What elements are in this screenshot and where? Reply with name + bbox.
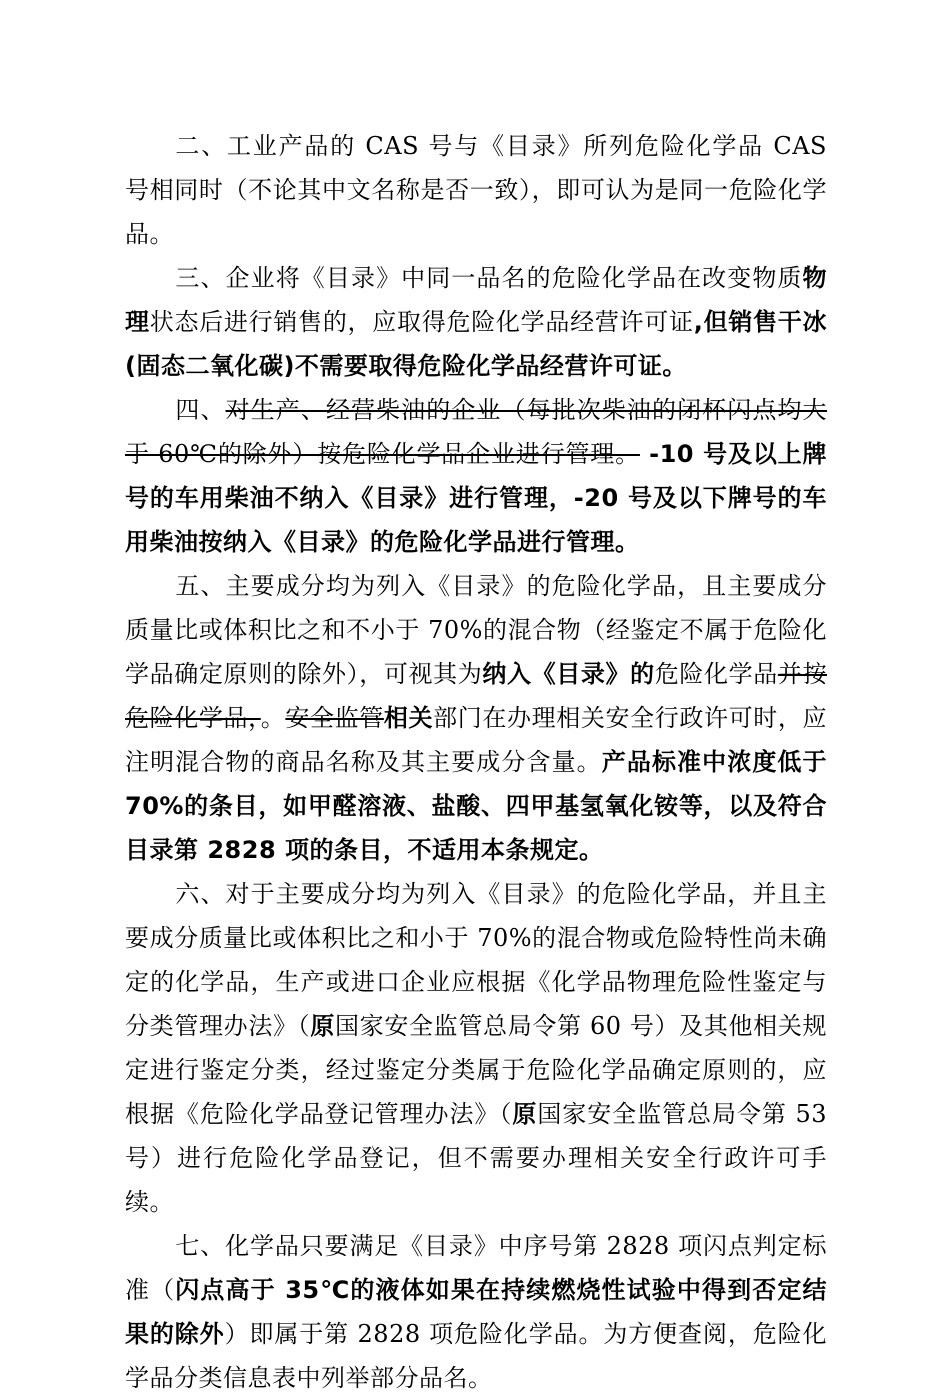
text-run-bold: 原 bbox=[512, 1100, 538, 1128]
text-run-bold: 物理 bbox=[125, 264, 827, 336]
paragraph-item-3 bbox=[125, 256, 827, 388]
text-run-normal: 危险化学品 bbox=[654, 660, 778, 688]
text-run-bold: 相关 bbox=[383, 704, 434, 732]
text-run-strike: 对生产、经营柴油的企业（每批次柴油的闭杯闪点均大于 60℃的除外）按危险化学品企业进行管理。 bbox=[125, 396, 828, 468]
paragraph-item-7 bbox=[125, 1224, 827, 1400]
paragraph-item-2 bbox=[125, 124, 827, 256]
text-run-bold: 原 bbox=[310, 1012, 336, 1040]
text-run-bold: 纳入《目录》的 bbox=[482, 660, 655, 688]
paragraph-item-4 bbox=[125, 388, 827, 564]
text-run-normal: ）即属于第 2828 项危险化学品。为方便查阅，危险化学品分类信息表中列举部分品名。 bbox=[125, 1320, 827, 1392]
text-run-normal: 三、企业将《目录》中同一品名的危险化学品在改变物质 bbox=[175, 264, 803, 292]
paragraph-item-5 bbox=[125, 564, 827, 872]
text-run-normal: 二、工业产品的 CAS 号与《目录》所列危险化学品 CAS 号相同时（不论其中文名称是否一致），即可认为是同一危险化学品。 bbox=[125, 132, 827, 248]
text-run-normal: 五、主要成分均为列入《目录》的危险化学品，且主要成分质量比或体积比之和不小于 70%的混合物（经鉴定不属于危险化学品确定原则的除外），可视其为 bbox=[125, 572, 827, 688]
text-run-normal: 七、化学品只要满足《目录》中序号第 2828 项闪点判定标准（ bbox=[125, 1232, 827, 1304]
text-run-normal: 六、对于主要成分均为列入《目录》的危险化学品，并且主要成分质量比或体积比之和小于 70%的混合物或危险特性尚未确定的化学品，生产或进口企业应根据《化学品物理危险性鉴定与分类管理办法》（ bbox=[125, 880, 827, 1040]
text-run-normal: 部门在办理相关安全行政许可时，应注明混合物的商品名称及其主要成分含量。 bbox=[125, 704, 827, 776]
text-run-bold: ,但销售干冰(固态二氧化碳)不需要取得危险化学品经营许可证。 bbox=[125, 308, 828, 380]
text-run-bold: 产品标准中浓度低于 70%的条目，如甲醛溶液、盐酸、四甲基氢氧化铵等，以及符合目录第 2828 项的条目，不适用本条规定。 bbox=[125, 748, 828, 864]
text-run-bold: 闪点高于 35℃的液体如果在持续燃烧性试验中得到否定结果的除外 bbox=[125, 1276, 828, 1348]
text-run-normal: 国家安全监管总局令第 53 号）进行危险化学品登记，但不需要办理相关安全行政许可手续。 bbox=[125, 1100, 828, 1216]
paragraph-item-6 bbox=[125, 872, 827, 1224]
text-run-normal: 国家安全监管总局令第 60 号）及其他相关规定进行鉴定分类，经过鉴定分类属于危险化学品确定原则的，应根据《危险化学品登记管理办法》（ bbox=[125, 1012, 828, 1128]
text-run-normal: 状态后进行销售的，应取得危险化学品经营许可证 bbox=[149, 308, 694, 336]
text-run-strike: 安全监管 bbox=[285, 704, 384, 732]
text-run-strike: 并按危险化学品， bbox=[125, 660, 827, 732]
text-run-normal: 。 bbox=[260, 704, 286, 732]
document-body bbox=[125, 124, 827, 1400]
text-run-bold: -10 号及以上牌号的车用柴油不纳入《目录》进行管理，-20 号及以下牌号的车用柴油按纳入《目录》的危险化学品进行管理。 bbox=[125, 440, 828, 556]
text-run-normal: 四、 bbox=[175, 396, 226, 424]
